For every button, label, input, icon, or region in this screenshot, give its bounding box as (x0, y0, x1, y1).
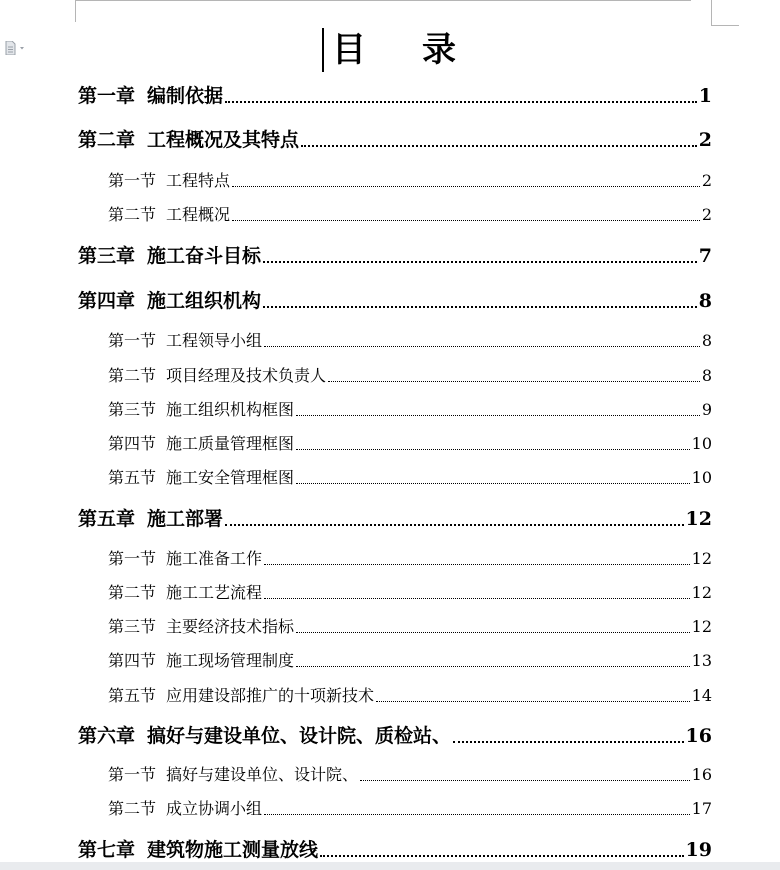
toc-section-entry[interactable] (108, 433, 712, 455)
toc-page-number: 1 (698, 85, 712, 107)
toc-entry-number: 第七章 (78, 839, 136, 861)
toc-dot-leader (453, 741, 684, 743)
toc-page-number: 14 (691, 686, 712, 705)
toc-page-number: 12 (691, 617, 712, 636)
toc-entry-number: 第一章 (78, 85, 136, 107)
toc-dot-leader (296, 449, 690, 450)
toc-page-number: 12 (691, 549, 712, 568)
toc-page-number: 16 (685, 725, 712, 747)
toc-section-entry[interactable] (108, 365, 712, 387)
toc-dot-leader (232, 220, 700, 221)
toc-chapter-entry[interactable] (78, 506, 712, 532)
toc-entry-number: 第一节 (108, 549, 157, 568)
toc-chapter-entry[interactable] (78, 837, 712, 863)
toc-dot-leader (225, 101, 697, 103)
toc-page-number: 12 (685, 508, 712, 530)
toc-entry-number: 第四节 (108, 434, 157, 453)
toc-section-entry[interactable] (108, 582, 712, 604)
toc-entry-number: 第一节 (108, 171, 157, 190)
toc-entry-number: 第三节 (108, 617, 157, 636)
toc-dot-leader (263, 306, 697, 308)
toc-dot-leader (296, 666, 690, 667)
toc-page-number: 12 (691, 583, 712, 602)
toc-section-entry[interactable] (108, 650, 712, 672)
toc-section-entry[interactable] (108, 204, 712, 226)
toc-entry-number: 第三节 (108, 400, 157, 419)
toc-page-number: 8 (698, 290, 712, 312)
toc-entry-number: 第一节 (108, 331, 157, 350)
toc-section-entry[interactable] (108, 467, 712, 489)
toc-entry-number: 第二节 (108, 366, 157, 385)
toc-entry-title: 施工现场管理制度 (166, 651, 295, 670)
toc-title-char-2: 录 (422, 30, 456, 70)
toc-entry-title: 编制依据 (147, 85, 224, 107)
toc-entry-number: 第四章 (78, 290, 136, 312)
toc-entry-title: 建筑物施工测量放线 (147, 839, 319, 861)
toc-page-number: 2 (701, 205, 712, 224)
toc-entry-number: 第五节 (108, 686, 157, 705)
toc-section-entry[interactable] (108, 764, 712, 786)
toc-entry-title: 搞好与建设单位、设计院、质检站、 (147, 725, 452, 747)
toc-entry-number: 第二节 (108, 583, 157, 602)
toc-chapter-entry[interactable] (78, 127, 712, 153)
toc-entry-title: 搞好与建设单位、设计院、 (166, 765, 359, 784)
toc-entry-title: 工程特点 (166, 171, 231, 190)
toc-chapter-entry[interactable] (78, 723, 712, 749)
toc-entry-number: 第一节 (108, 765, 157, 784)
toc-section-entry[interactable] (108, 399, 712, 421)
toc-entry-title: 工程概况及其特点 (147, 129, 300, 151)
toc-entry-title: 施工组织机构框图 (166, 400, 295, 419)
toc-entry-number: 第二节 (108, 205, 157, 224)
toc-dot-leader (360, 780, 690, 781)
toc-entry-title: 施工部署 (147, 508, 224, 530)
toc-page-number: 17 (691, 799, 712, 818)
toc-dot-leader (328, 381, 700, 382)
toc-entry-number: 第二节 (108, 799, 157, 818)
toc-chapter-entry[interactable] (78, 243, 712, 269)
toc-entry-number: 第四节 (108, 651, 157, 670)
toc-dot-leader (263, 261, 697, 263)
toc-entry-title: 施工奋斗目标 (147, 245, 262, 267)
toc-dot-leader (376, 701, 690, 702)
toc-section-entry[interactable] (108, 685, 712, 707)
toc-page-number: 2 (698, 129, 712, 151)
toc-entry-title: 应用建设部推广的十项新技术 (166, 686, 375, 705)
toc-entry-number: 第二章 (78, 129, 136, 151)
toc-page-number: 9 (701, 400, 712, 419)
toc-chapter-entry[interactable] (78, 83, 712, 109)
toc-dot-leader (264, 598, 690, 599)
toc-dot-leader (225, 524, 684, 526)
toc-page-number: 19 (685, 839, 712, 861)
toc-dot-leader (296, 632, 690, 633)
toc-section-entry[interactable] (108, 330, 712, 352)
toc-dot-leader (296, 415, 700, 416)
toc-page-number: 10 (691, 434, 712, 453)
toc-dot-leader (264, 346, 700, 347)
toc-page-number: 13 (691, 651, 712, 670)
toc-section-entry[interactable] (108, 548, 712, 570)
toc-dot-leader (264, 814, 690, 815)
toc-entry-title: 施工工艺流程 (166, 583, 263, 602)
toc-page-number: 16 (691, 765, 712, 784)
toc-entry-number: 第三章 (78, 245, 136, 267)
toc-page-number: 10 (691, 468, 712, 487)
toc-entry-title: 主要经济技术指标 (166, 617, 295, 636)
toc-section-entry[interactable] (108, 798, 712, 820)
toc-entry-title: 施工质量管理框图 (166, 434, 295, 453)
toc-dot-leader (296, 483, 690, 484)
toc-page-number: 8 (701, 366, 712, 385)
toc-entry-title: 施工准备工作 (166, 549, 263, 568)
toc-dot-leader (320, 855, 684, 857)
toc-entry-number: 第五章 (78, 508, 136, 530)
toc-page-number: 7 (698, 245, 712, 267)
toc-entry-number: 第五节 (108, 468, 157, 487)
toc-entry-title: 项目经理及技术负责人 (166, 366, 327, 385)
toc-section-entry[interactable] (108, 616, 712, 638)
toc-page-number: 2 (701, 171, 712, 190)
toc-page-number: 8 (701, 331, 712, 350)
toc-dot-leader (264, 564, 690, 565)
toc-entry-title: 施工安全管理框图 (166, 468, 295, 487)
toc-dot-leader (232, 186, 700, 187)
toc-chapter-entry[interactable] (78, 288, 712, 314)
toc-entry-title: 施工组织机构 (147, 290, 262, 312)
toc-entry-title: 工程概况 (166, 205, 231, 224)
toc-entry-title: 成立协调小组 (166, 799, 263, 818)
toc-section-entry[interactable] (108, 170, 712, 192)
toc-title-char-1: 目 (332, 30, 366, 70)
toc-entry-title: 工程领导小组 (166, 331, 263, 350)
toc-entry-number: 第六章 (78, 725, 136, 747)
toc-dot-leader (301, 145, 697, 147)
